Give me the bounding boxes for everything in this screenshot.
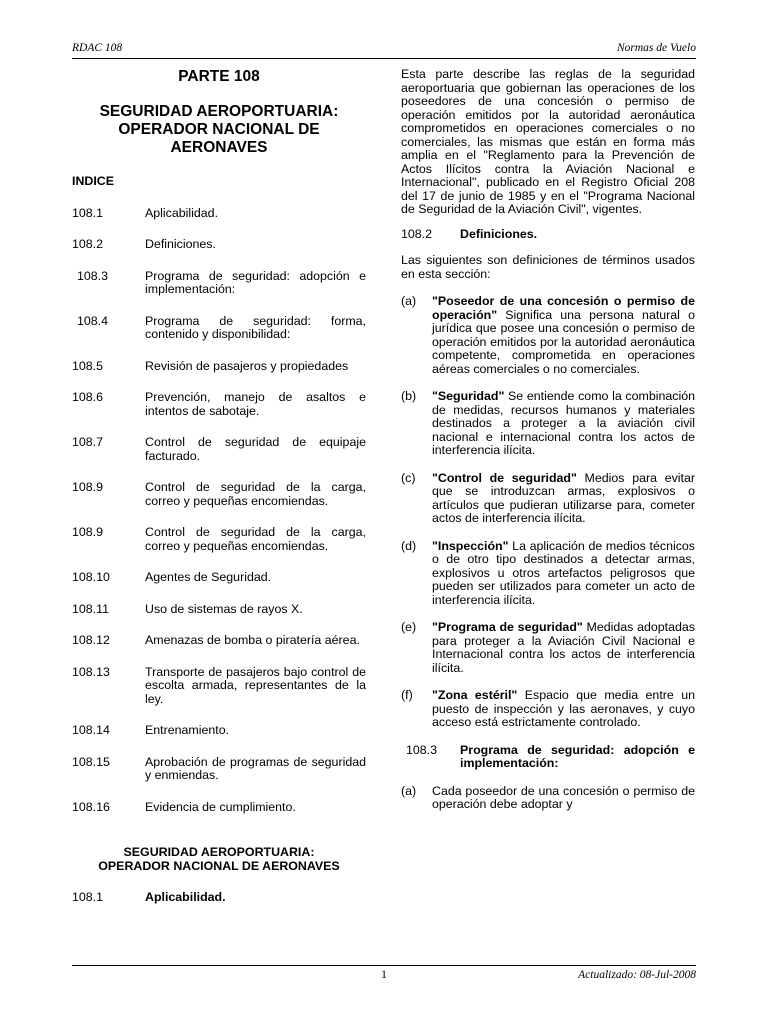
section-title-line-1: SEGURIDAD AEROPORTUARIA: (123, 845, 315, 859)
index-heading: INDICE (72, 174, 114, 188)
section-heading-text: Programa de seguridad: adopción e implementación: (460, 742, 695, 770)
definition-text: Medios para evitar que se introduzcan armas, explosivos o artículos que pudieran utilizarse para, cometer actos de interferencia ilícita. (432, 470, 695, 525)
definitions-list (401, 295, 695, 730)
index-entry (72, 801, 366, 815)
index-entry (72, 391, 366, 418)
index-entry-title: Entrenamiento. (145, 723, 230, 737)
index-entry-title: Aprobación de programas de seguridad y enmiendas. (145, 754, 366, 782)
index-entry-title: Prevención, manejo de asaltos e intentos de sabotaje. (145, 390, 366, 418)
definition-body (432, 390, 695, 458)
index-entry-title: Agentes de Seguridad. (145, 570, 272, 584)
header-document-title: Normas de Vuelo (616, 42, 696, 54)
index-entry-title: Definiciones. (145, 237, 216, 251)
intro-paragraph: Esta parte describe las reglas de la seguridad aeroportuaria que gobiernan las operaciones de los poseedores de una concesión o permiso de operación emitidos por la autoridad aeronáutica comprometidos en operaciones comerciales o no comerciales, las mismas que están en forma más amplia en el "Reglamento para la Prevención de Actos Ilícitos contra la Aviación Nacional e Internacional", publicado en el Registro Oficial 208 del 17 de junio de 1985 y en el "Programa Nacional de Seguridad de la Aviación Civil", vigentes. (401, 67, 695, 216)
index-entry (72, 481, 366, 508)
index-entry (72, 207, 366, 221)
definition-key: (b) (401, 389, 417, 403)
definition-text: Espacio que media entre un puesto de inspección y las aeronaves, y cuyo acceso está estrictamente controlado. (432, 688, 695, 729)
index-entry-number: 108.1 (72, 205, 104, 220)
definition-text: Se entiende como la combinación de medidas, recursos humanos y materiales destinados a proteger a la aviación civil nacional e internacional contra los actos de interferencia ilícita. (432, 389, 695, 457)
index-entry (72, 571, 366, 585)
index-entry (72, 238, 366, 252)
index-entry-number: 108.15 (72, 754, 110, 769)
index-entry-title: Transporte de pasajeros bajo control de escolta armada, representantes de la ley. (145, 664, 366, 706)
definition-body (432, 689, 695, 730)
definition-text: Medidas adoptadas para proteger a la Aviación Civil Nacional e Internacional contra los actos de interferencia ilícita. (432, 620, 695, 675)
index-entry-number: 108.4 (77, 313, 109, 328)
index-entry-title: Revisión de pasajeros y propiedades (145, 358, 349, 373)
index-entry (72, 315, 366, 342)
section-heading-108-2 (401, 228, 695, 242)
definition-body (432, 621, 695, 675)
index-entry-title: Control de seguridad de la carga, correo y pequeñas encomiendas. (145, 480, 366, 508)
definition-item (401, 621, 695, 675)
index-entry (72, 526, 366, 553)
index-entry-number: 108.9 (72, 525, 104, 539)
definition-item (401, 295, 695, 376)
index-entry-title: Programa de seguridad: forma, contenido y disponibilidad: (145, 313, 366, 341)
index-entry-number: 108.3 (77, 268, 109, 283)
section-number: 108.3 (406, 742, 438, 757)
main-title: SEGURIDAD AEROPORTUARIA: OPERADOR NACIONAL DE AERONAVES (99, 103, 339, 156)
definition-key: (d) (401, 538, 417, 553)
index-entry (72, 603, 366, 617)
index-entry-title: Control de seguridad de la carga, correo y pequeñas encomiendas. (145, 525, 366, 553)
paragraph-a (401, 785, 695, 812)
index-entry-number: 108.6 (72, 390, 104, 404)
index-entry-number: 108.14 (72, 723, 110, 737)
index-entry (72, 360, 366, 374)
definition-item (401, 540, 695, 608)
definition-term: "Programa de seguridad" (432, 620, 583, 634)
paragraph-key: (a) (401, 783, 417, 798)
section-number: 108.2 (401, 226, 433, 241)
definition-item (401, 390, 695, 458)
definition-key: (f) (401, 688, 413, 702)
definitions-intro: Las siguientes son definiciones de términos usados en esta sección: (401, 253, 695, 281)
definition-key: (e) (401, 620, 417, 634)
index-entry-number: 108.16 (72, 799, 110, 814)
definition-item (401, 472, 695, 526)
index-entry (72, 634, 366, 648)
page-footer (72, 965, 696, 984)
part-title: PARTE 108 (178, 68, 260, 85)
index-entry-number: 108.9 (72, 480, 104, 494)
index-entry-number: 108.12 (72, 633, 110, 647)
index-entry-title: Amenazas de bomba o piratería aérea. (145, 633, 360, 647)
index-entry-number: 108.13 (72, 664, 110, 679)
section-heading-108-1 (72, 891, 366, 905)
definition-term: "Inspección" (432, 538, 509, 553)
definition-key: (a) (401, 294, 417, 308)
section-title-line-2: OPERADOR NACIONAL DE AERONAVES (98, 858, 340, 873)
section-heading-text: Aplicabilidad. (145, 890, 226, 904)
definition-text: Significa una persona natural o jurídica que posee una concesión o permiso de operación emitidos por la autoridad aeronáutica competente, comprometida en operaciones aéreas comerciales o no comerciales. (432, 307, 695, 376)
section-heading-108-3 (401, 744, 695, 771)
index-list (72, 207, 366, 815)
header-document-code: RDAC 108 (72, 42, 123, 54)
left-column (72, 68, 366, 905)
section-number: 108.1 (72, 890, 104, 904)
index-entry (72, 756, 366, 783)
index-entry-title: Evidencia de cumplimiento. (145, 799, 296, 814)
index-entry-number: 108.7 (72, 435, 104, 449)
index-entry-number: 108.2 (72, 237, 104, 251)
index-entry-title: Programa de seguridad: adopción e implementación: (145, 268, 366, 296)
definition-body (432, 540, 695, 608)
index-entry (72, 270, 366, 297)
paragraph-text: Cada poseedor de una concesión o permiso de operación debe adoptar y (432, 783, 695, 811)
definition-key: (c) (401, 470, 416, 485)
definition-term: "Control de seguridad" (432, 470, 577, 485)
index-entry-title: Aplicabilidad. (145, 205, 219, 220)
definition-term: "Seguridad" (432, 389, 505, 403)
index-entry-title: Control de seguridad de equipaje facturado. (145, 435, 366, 463)
page-number: 1 (381, 967, 387, 981)
index-entry (72, 666, 366, 707)
definition-text: La aplicación de medios técnicos o de otro tipo destinados a detectar armas, explosivos u otros artefactos peligrosos que pueden ser utilizados para cometer un acto de interferencia ilícita. (432, 538, 695, 607)
index-entry (72, 724, 366, 738)
index-entry-title: Uso de sistemas de rayos X. (145, 601, 303, 616)
definition-term: "Poseedor de una concesión o permiso de operación" (432, 294, 695, 322)
page-header (72, 40, 696, 59)
definition-item (401, 689, 695, 730)
section-heading-text: Definiciones. (460, 226, 538, 241)
index-entry-number: 108.5 (72, 358, 104, 373)
updated-date: Actualizado: 08-Jul-2008 (578, 969, 696, 981)
index-entry-number: 108.10 (72, 570, 110, 584)
right-column (401, 68, 695, 812)
index-entry (72, 436, 366, 463)
index-entry-number: 108.11 (72, 601, 109, 616)
definition-body (432, 295, 695, 376)
definition-body (432, 472, 695, 526)
definition-term: "Zona estéril" (432, 688, 518, 702)
